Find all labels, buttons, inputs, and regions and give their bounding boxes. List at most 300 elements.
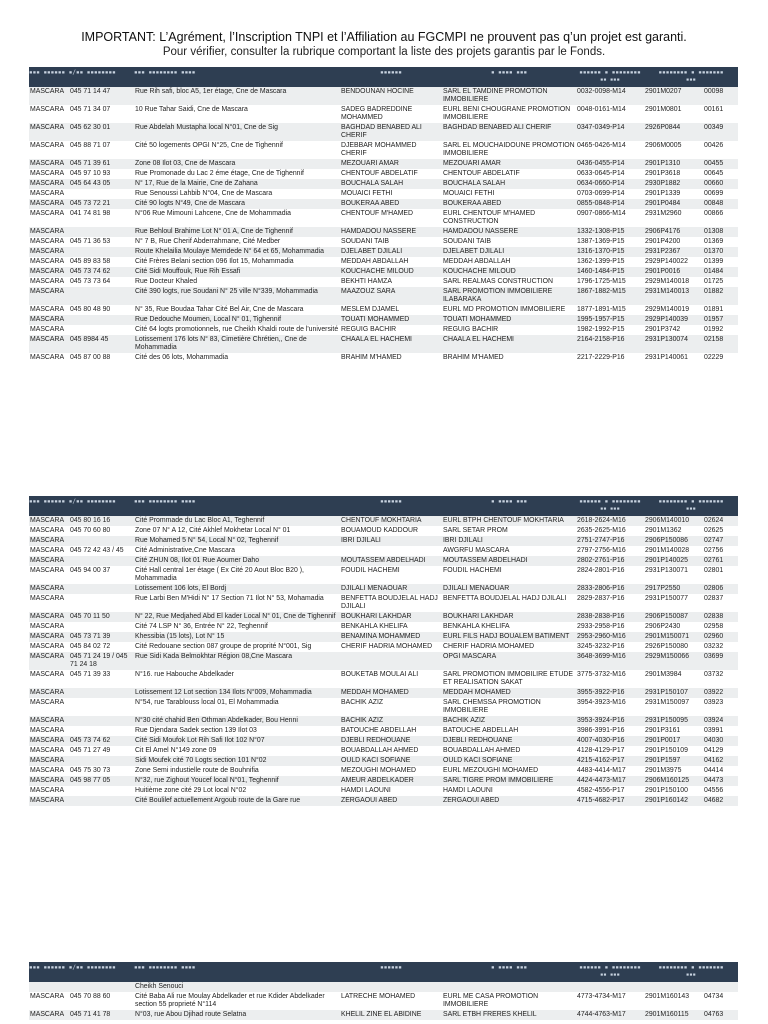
header-label: ▪▪▪ ▪▪▪▪▪▪▪▪ ▪▪▪▪	[134, 69, 196, 76]
cell-wilaya: MASCARA	[29, 796, 69, 806]
cell-address: Cité 90 logts N°49, Cne de Mascara	[134, 199, 340, 209]
cell-manager: MAAZOUZ SARA	[340, 287, 442, 305]
cell-manager: CHAALA EL HACHEMI	[340, 335, 442, 353]
cell-company: HAMDI LAOUNI	[442, 786, 576, 796]
cell-company: CHAALA EL HACHEMI	[442, 335, 576, 353]
cell-manager: CHENTOUF ABDELATIF	[340, 169, 442, 179]
cell-agreement-code: 0436-0455-P14	[576, 159, 644, 169]
cell-company: EURL BENI CHOUGRANE PROMOTION IMMOBILIERE	[442, 105, 576, 123]
cell-tnpi-code: 2929P140022	[644, 257, 703, 267]
table-row	[29, 257, 738, 267]
cell-manager: MESLEM DJAMEL	[340, 305, 442, 315]
cell-phone	[69, 287, 134, 305]
cell-agreement-code: 0907-0866-M14	[576, 209, 644, 227]
table-row	[29, 87, 738, 105]
header-sublabel: ▪▪ ▪▪▪	[600, 77, 620, 83]
header-cell	[29, 67, 134, 87]
cell-agreement-code: 1867-1882-M15	[576, 287, 644, 305]
cell-wilaya: MASCARA	[29, 87, 69, 105]
cell-manager: MOUTASSEM ABDELHADI	[340, 556, 442, 566]
cell-company: DJILALI MENAOUAR	[442, 584, 576, 594]
cell-address: Zone Semi industielle route de Bouhnifia	[134, 766, 340, 776]
cell-phone: 045 71 39 33	[69, 670, 134, 688]
guarantee-notice	[0, 30, 768, 59]
cell-agreement-code: 4744-4763-M17	[576, 1010, 644, 1020]
cell-phone	[69, 982, 134, 992]
rows-table	[29, 982, 738, 1020]
cell-phone: 045 84 02 72	[69, 642, 134, 652]
cell-address: Rue Larbi Ben M'Hidi N° 17 Section 71 Ilot N° 53, Mohamadia	[134, 594, 340, 612]
cell-manager: MEZOUGHI MOHAMED	[340, 766, 442, 776]
cell-company: OULD KACI SOFIANE	[442, 756, 576, 766]
cell-company: BOUKHARI LAKHDAR	[442, 612, 576, 622]
cell-tnpi-code: 2901P160142	[644, 796, 703, 806]
cell-fgcmpi-number: 04556	[703, 786, 738, 796]
cell-tnpi-code: 2930P1882	[644, 179, 703, 189]
cell-wilaya: MASCARA	[29, 257, 69, 267]
cell-tnpi-code: 2901P4200	[644, 237, 703, 247]
cell-manager: BOUKERAA ABED	[340, 199, 442, 209]
cell-agreement-code: 0032-0098-M14	[576, 87, 644, 105]
cell-manager: ZERGAOUI ABED	[340, 796, 442, 806]
cell-phone: 045 80 16 16	[69, 516, 134, 526]
cell-manager: KHELIL ZINE EL ABIDINE	[340, 1010, 442, 1020]
header-sublabel: ▪▪▪	[686, 77, 696, 83]
cell-wilaya: MASCARA	[29, 546, 69, 556]
cell-agreement-code: 2824-2801-P16	[576, 566, 644, 584]
cell-company: MOUAICI FETHI	[442, 189, 576, 199]
table-row	[29, 786, 738, 796]
cell-wilaya: MASCARA	[29, 315, 69, 325]
cell-fgcmpi-number: 02747	[703, 536, 738, 546]
cell-fgcmpi-number: 04734	[703, 992, 738, 1010]
cell-wilaya: MASCARA	[29, 556, 69, 566]
cell-company: MOUTASSEM ABDELHADI	[442, 556, 576, 566]
cell-phone	[69, 796, 134, 806]
cell-company: BENFETTA BOUDJELAL HADJ DJILALI	[442, 594, 576, 612]
cell-manager: BENKAHLA KHELIFA	[340, 622, 442, 632]
cell-fgcmpi-number: 04473	[703, 776, 738, 786]
cell-agreement-code: 3954-3923-M16	[576, 698, 644, 716]
cell-company: EURL ME CASA PROMOTION IMMOBILIERE	[442, 992, 576, 1010]
cell-company: CHENTOUF ABDELATIF	[442, 169, 576, 179]
header-label: ▪▪▪ ▪▪▪▪▪▪▪▪ ▪▪▪▪	[134, 964, 196, 971]
cell-wilaya: MASCARA	[29, 766, 69, 776]
cell-address: N° 7 B, Rue Cherif Abderrahmane, Cité Medber	[134, 237, 340, 247]
cell-company: AWGRFU MASCARA	[442, 546, 576, 556]
table-row	[29, 227, 738, 237]
cell-address: Zone 08 Ilot 03, Cne de Mascara	[134, 159, 340, 169]
cell-tnpi-code: 2901M3975	[644, 766, 703, 776]
cell-tnpi-code: 2901P3161	[644, 726, 703, 736]
cell-fgcmpi-number: 00161	[703, 105, 738, 123]
table-row	[29, 566, 738, 584]
cell-tnpi-code: 2926P0844	[644, 123, 703, 141]
cell-tnpi-code: 2906P4176	[644, 227, 703, 237]
table-header	[29, 496, 738, 516]
cell-company: ZERGAOUI ABED	[442, 796, 576, 806]
header-label: ▪▪▪ ▪▪▪▪▪▪ ▪/▪▪ ▪▪▪▪▪▪▪▪	[29, 498, 116, 505]
cell-company: BACHIK AZIZ	[442, 716, 576, 726]
cell-fgcmpi-number: 00699	[703, 189, 738, 199]
cell-phone: 045 73 71 39	[69, 632, 134, 642]
header-label: ▪▪▪▪▪▪▪▪ ▪ ▪▪▪▪▪▪▪	[658, 964, 724, 971]
cell-tnpi-code: 2906P2430	[644, 622, 703, 632]
table-row	[29, 584, 738, 594]
table-row	[29, 766, 738, 776]
cell-agreement-code: 1995-1957-P15	[576, 315, 644, 325]
cell-phone: 045 71 36 53	[69, 237, 134, 247]
header-label: ▪▪▪ ▪▪▪▪▪▪ ▪/▪▪ ▪▪▪▪▪▪▪▪	[29, 69, 116, 76]
cell-fgcmpi-number: 02158	[703, 335, 738, 353]
cell-wilaya: MASCARA	[29, 526, 69, 536]
cell-fgcmpi-number: 03922	[703, 688, 738, 698]
cell-wilaya: MASCARA	[29, 622, 69, 632]
table-row	[29, 325, 738, 335]
cell-address: N° 22, Rue Medjahed Abd El kader Local N° 01, Cne de Tighennif	[134, 612, 340, 622]
promoters-table-1	[29, 67, 738, 363]
cell-address: N° 17, Rue de la Mairie, Cne de Zahana	[134, 179, 340, 189]
cell-phone	[69, 594, 134, 612]
cell-address: N°06 Rue Mimouni Lahcene, Cne de Mohammadia	[134, 209, 340, 227]
notice-line-1: IMPORTANT: L’Agrément, l’Inscription TNPI et l’Affiliation au FGCMPI ne prouvent pas q’un projet est garanti.	[81, 30, 687, 44]
table-row	[29, 277, 738, 287]
cell-phone: 041 74 81 98	[69, 209, 134, 227]
cell-wilaya: MASCARA	[29, 179, 69, 189]
cell-manager: BOUKETAB MOULAI ALI	[340, 670, 442, 688]
cell-manager: DJEBBAR MOHAMMED CHERIF	[340, 141, 442, 159]
cell-phone	[69, 556, 134, 566]
cell-company: SARL CHEMSSA PROMOTION IMMOBILIERE	[442, 698, 576, 716]
cell-manager: BOUAMOUD KADDOUR	[340, 526, 442, 536]
cell-fgcmpi-number: 00426	[703, 141, 738, 159]
cell-address: Route Khelailia Moulaye Memdede N° 64 et 65, Mohammadia	[134, 247, 340, 257]
header-label: ▪▪▪▪▪▪ ▪ ▪▪▪▪▪▪▪▪	[579, 964, 641, 971]
cell-fgcmpi-number: 01725	[703, 277, 738, 287]
table-row	[29, 267, 738, 277]
cell-agreement-code: 4424-4473-M17	[576, 776, 644, 786]
cell-company: SARL SETAR PROM	[442, 526, 576, 536]
cell-manager: AMEUR ABDELKADER	[340, 776, 442, 786]
header-sublabel: ▪▪▪	[686, 972, 696, 978]
cell-manager: BOUABDALLAH AHMED	[340, 746, 442, 756]
cell-tnpi-code: 2901P0017	[644, 736, 703, 746]
cell-agreement-code: 2635-2625-M16	[576, 526, 644, 536]
cell-agreement-code: 1982-1992-P15	[576, 325, 644, 335]
cell-phone: 045 70 11 50	[69, 612, 134, 622]
cell-address: N°54, rue Tarablouss local 01, El Mohammadia	[134, 698, 340, 716]
cell-fgcmpi-number: 04162	[703, 756, 738, 766]
cell-fgcmpi-number: 02838	[703, 612, 738, 622]
table-header	[29, 962, 738, 982]
cell-tnpi-code: 2906P150087	[644, 612, 703, 622]
cell-address: Cité Redouane section 087 groupe de proprité N°001, Sig	[134, 642, 340, 652]
cell-wilaya: MASCARA	[29, 736, 69, 746]
cell-phone: 045 80 48 90	[69, 305, 134, 315]
cell-phone: 045 94 00 37	[69, 566, 134, 584]
cell-tnpi-code: 2906P150086	[644, 536, 703, 546]
cell-wilaya: MASCARA	[29, 536, 69, 546]
cell-wilaya: MASCARA	[29, 670, 69, 688]
table-row	[29, 688, 738, 698]
cell-wilaya: MASCARA	[29, 612, 69, 622]
cell-manager: BACHIK AZIZ	[340, 698, 442, 716]
cell-agreement-code: 2838-2838-P16	[576, 612, 644, 622]
cell-phone	[69, 247, 134, 257]
cell-fgcmpi-number: 02960	[703, 632, 738, 642]
cell-tnpi-code: 2931M150097	[644, 698, 703, 716]
cell-company: BOUCHALA SALAH	[442, 179, 576, 189]
cell-fgcmpi-number: 02806	[703, 584, 738, 594]
cell-address: N°30 cité chahid Ben Othman Abdelkader, Bou Henni	[134, 716, 340, 726]
cell-fgcmpi-number: 00660	[703, 179, 738, 189]
cell-agreement-code: 2829-2837-P16	[576, 594, 644, 612]
cell-fgcmpi-number: 02837	[703, 594, 738, 612]
header-cell	[644, 962, 738, 982]
table-row	[29, 776, 738, 786]
cell-fgcmpi-number: 01370	[703, 247, 738, 257]
cell-fgcmpi-number: 00098	[703, 87, 738, 105]
cell-agreement-code: 4007-4030-P16	[576, 736, 644, 746]
cell-company: SARL REALMAS CONSTRUCTION	[442, 277, 576, 287]
cell-company: BRAHIM M'HAMED	[442, 353, 576, 363]
cell-address: Cité Administrative,Cne Mascara	[134, 546, 340, 556]
header-cell	[134, 496, 340, 516]
cell-tnpi-code: 2926P150080	[644, 642, 703, 652]
rows-table	[29, 516, 738, 806]
cell-agreement-code: 1332-1308-P15	[576, 227, 644, 237]
cell-company: MEDDAH ABDALLAH	[442, 257, 576, 267]
table-row	[29, 726, 738, 736]
cell-phone	[69, 698, 134, 716]
cell-address: Rue Promonade du Lac 2 éme étage, Cne de Tighennif	[134, 169, 340, 179]
table-row	[29, 179, 738, 189]
header-label: ▪ ▪▪▪▪ ▪▪▪	[490, 69, 528, 76]
cell-fgcmpi-number: 04763	[703, 1010, 738, 1020]
cell-address: Rue Rih safi, bloc A5, 1er étage, Cne de Mascara	[134, 87, 340, 105]
cell-address: Cité Prommade du Lac Bloc A1, Teghennif	[134, 516, 340, 526]
cell-phone	[69, 622, 134, 632]
header-label: ▪▪▪▪▪▪▪▪ ▪ ▪▪▪▪▪▪▪	[658, 69, 724, 76]
header-cell	[340, 962, 442, 982]
cell-fgcmpi-number: 04129	[703, 746, 738, 756]
cell-tnpi-code: 2901M160143	[644, 992, 703, 1010]
table-row	[29, 526, 738, 536]
cell-agreement-code: 2933-2958-P16	[576, 622, 644, 632]
cell-address: Rue Abdelah Mustapha local N°01, Cne de Sig	[134, 123, 340, 141]
cell-address: Zone 07 N° A 12, Cité Akhlef Mokhetar Local N° 01	[134, 526, 340, 536]
cell-phone: 045 72 42 43 / 45	[69, 546, 134, 556]
cell-fgcmpi-number: 01308	[703, 227, 738, 237]
cell-phone: 045 8984 45	[69, 335, 134, 353]
cell-manager: MEZOUARI AMAR	[340, 159, 442, 169]
cell-manager	[340, 982, 442, 992]
table-row	[29, 305, 738, 315]
cell-tnpi-code: 2901P0484	[644, 199, 703, 209]
cell-manager: KOUCHACHE MILOUD	[340, 267, 442, 277]
cell-fgcmpi-number: 02958	[703, 622, 738, 632]
cell-agreement-code: 0465-0426-M14	[576, 141, 644, 159]
cell-fgcmpi-number: 03991	[703, 726, 738, 736]
cell-wilaya: MASCARA	[29, 335, 69, 353]
table-row	[29, 189, 738, 199]
header-label: ▪ ▪▪▪▪ ▪▪▪	[490, 498, 528, 505]
cell-company: REGUIG BACHIR	[442, 325, 576, 335]
cell-manager: CHENTOUF M'HAMED	[340, 209, 442, 227]
cell-address: Cité ZHUN 08, Ilot 01 Rue Aoumer Daho	[134, 556, 340, 566]
cell-tnpi-code: 2931M2960	[644, 209, 703, 227]
cell-tnpi-code: 2901P1310	[644, 159, 703, 169]
cell-agreement-code: 3953-3924-P16	[576, 716, 644, 726]
table-row	[29, 642, 738, 652]
table-row	[29, 622, 738, 632]
table-row	[29, 716, 738, 726]
cell-address: Rue Senoussi Lahbib N°04, Cne de Mascara	[134, 189, 340, 199]
cell-agreement-code: 0048-0161-M14	[576, 105, 644, 123]
cell-tnpi-code: 2906M160125	[644, 776, 703, 786]
cell-wilaya: MASCARA	[29, 632, 69, 642]
cell-company: SARL PROMOTION IMMOBILIERE ILABARAKA	[442, 287, 576, 305]
table-row	[29, 287, 738, 305]
cell-phone	[69, 786, 134, 796]
cell-manager: SADEG BADREDDINE MOHAMMED	[340, 105, 442, 123]
cell-phone: 045 73 73 64	[69, 277, 134, 287]
cell-agreement-code: 4582-4556-P17	[576, 786, 644, 796]
cell-wilaya: MASCARA	[29, 227, 69, 237]
cell-tnpi-code: 2901M1362	[644, 526, 703, 536]
cell-manager: BRAHIM M'HAMED	[340, 353, 442, 363]
cell-address: Rue Djendara Sadek section 139 Ilot 03	[134, 726, 340, 736]
cell-tnpi-code: 2901P0016	[644, 267, 703, 277]
cell-fgcmpi-number: 01369	[703, 237, 738, 247]
cell-manager: FOUDIL HACHEMI	[340, 566, 442, 584]
cell-tnpi-code: 2929P140039	[644, 315, 703, 325]
header-sublabel: ▪▪▪	[686, 506, 696, 512]
cell-tnpi-code: 2901P140025	[644, 556, 703, 566]
cell-agreement-code: 2751-2747-P16	[576, 536, 644, 546]
cell-manager: LATRECHE MOHAMED	[340, 992, 442, 1010]
table-row	[29, 353, 738, 363]
cell-wilaya: MASCARA	[29, 325, 69, 335]
cell-manager: BAGHDAD BENABED ALI CHERIF	[340, 123, 442, 141]
cell-company: EURL CHENTOUF M'HAMED CONSTRUCTION	[442, 209, 576, 227]
cell-agreement-code: 1362-1399-P15	[576, 257, 644, 267]
cell-agreement-code: 4773-4734-M17	[576, 992, 644, 1010]
cell-agreement-code: 2797-2756-M16	[576, 546, 644, 556]
table-row	[29, 670, 738, 688]
cell-phone: 045 73 74 62	[69, 267, 134, 277]
cell-address: Cheikh Senouci	[134, 982, 340, 992]
cell-wilaya: MASCARA	[29, 237, 69, 247]
cell-phone: 045 70 88 60	[69, 992, 134, 1010]
cell-tnpi-code: 2931P150107	[644, 688, 703, 698]
table-row	[29, 612, 738, 622]
cell-phone: 045 73 74 62	[69, 736, 134, 746]
cell-manager	[340, 652, 442, 670]
cell-phone: 045 87 00 88	[69, 353, 134, 363]
cell-manager: BATOUCHE ABDELLAH	[340, 726, 442, 736]
cell-tnpi-code: 2901M0801	[644, 105, 703, 123]
table-row	[29, 169, 738, 179]
cell-tnpi-code: 2931P2367	[644, 247, 703, 257]
cell-wilaya: MASCARA	[29, 159, 69, 169]
cell-agreement-code: 1387-1369-P15	[576, 237, 644, 247]
cell-phone	[69, 756, 134, 766]
cell-tnpi-code: 2929M140018	[644, 277, 703, 287]
cell-fgcmpi-number: 02624	[703, 516, 738, 526]
cell-wilaya: MASCARA	[29, 652, 69, 670]
cell-manager: OULD KACI SOFIANE	[340, 756, 442, 766]
cell-agreement-code: 3986-3991-P16	[576, 726, 644, 736]
cell-manager: CHERIF HADRIA MOHAMED	[340, 642, 442, 652]
table-row	[29, 698, 738, 716]
cell-manager: SOUDANI TAIB	[340, 237, 442, 247]
cell-company: DJEBLI REDHOUANE	[442, 736, 576, 746]
cell-company: SARL ETBH FRERES KHELIL	[442, 1010, 576, 1020]
cell-agreement-code: 0634-0660-P14	[576, 179, 644, 189]
cell-fgcmpi-number: 03924	[703, 716, 738, 726]
cell-phone: 045 75 30 73	[69, 766, 134, 776]
cell-phone	[69, 584, 134, 594]
cell-company: TOUATI MOHAMMED	[442, 315, 576, 325]
cell-fgcmpi-number: 00848	[703, 199, 738, 209]
cell-company: EURL BTPH CHENTOUF MOKHTARIA	[442, 516, 576, 526]
promoters-table-3	[29, 962, 738, 1020]
table-row	[29, 652, 738, 670]
cell-agreement-code: 0703-0699-P14	[576, 189, 644, 199]
cell-manager: TOUATI MOHAMMED	[340, 315, 442, 325]
cell-address: Rue Dedouche Moumen, Local N° 01, Tighennif	[134, 315, 340, 325]
header-cell	[576, 496, 644, 516]
cell-address: N°32, rue Zighout Youcef local N°01, Teghennif	[134, 776, 340, 786]
cell-address: Cité 50 logements OPGI N°25, Cne de Tighennif	[134, 141, 340, 159]
table-row	[29, 237, 738, 247]
cell-wilaya: MASCARA	[29, 247, 69, 257]
cell-manager: DJELABET DJILALI	[340, 247, 442, 257]
table-row	[29, 536, 738, 546]
cell-address: Cité Hall central 1er étage ( Ex Cité 20 Aout Bloc B20 ), Mohammadia	[134, 566, 340, 584]
cell-agreement-code: 3648-3699-M16	[576, 652, 644, 670]
cell-fgcmpi-number: 02801	[703, 566, 738, 584]
cell-address: Sidi Moufek cité 70 Logts section 101 N°02	[134, 756, 340, 766]
cell-wilaya: MASCARA	[29, 516, 69, 526]
cell-agreement-code: 4715-4682-P17	[576, 796, 644, 806]
cell-manager: CHENTOUF MOKHTARIA	[340, 516, 442, 526]
cell-manager	[340, 546, 442, 556]
header-cell	[442, 496, 576, 516]
cell-fgcmpi-number: 01891	[703, 305, 738, 315]
cell-phone: 045 73 72 21	[69, 199, 134, 209]
cell-agreement-code: 1796-1725-M15	[576, 277, 644, 287]
cell-phone	[69, 726, 134, 736]
cell-wilaya	[29, 982, 69, 992]
cell-wilaya: MASCARA	[29, 199, 69, 209]
cell-wilaya: MASCARA	[29, 287, 69, 305]
cell-manager: MOUAICI FETHI	[340, 189, 442, 199]
cell-fgcmpi-number: 03732	[703, 670, 738, 688]
cell-fgcmpi-number: 03923	[703, 698, 738, 716]
cell-fgcmpi-number: 02761	[703, 556, 738, 566]
table-row	[29, 105, 738, 123]
header-sublabel: ▪▪ ▪▪▪	[600, 972, 620, 978]
cell-phone: 045 70 60 80	[69, 526, 134, 536]
cell-company: EURL MD PROMOTION IMMOBILIERE	[442, 305, 576, 315]
table-row	[29, 199, 738, 209]
cell-manager: REGUIG BACHIR	[340, 325, 442, 335]
cell-manager: BOUCHALA SALAH	[340, 179, 442, 189]
cell-wilaya: MASCARA	[29, 105, 69, 123]
cell-agreement-code: 3775-3732-M16	[576, 670, 644, 688]
